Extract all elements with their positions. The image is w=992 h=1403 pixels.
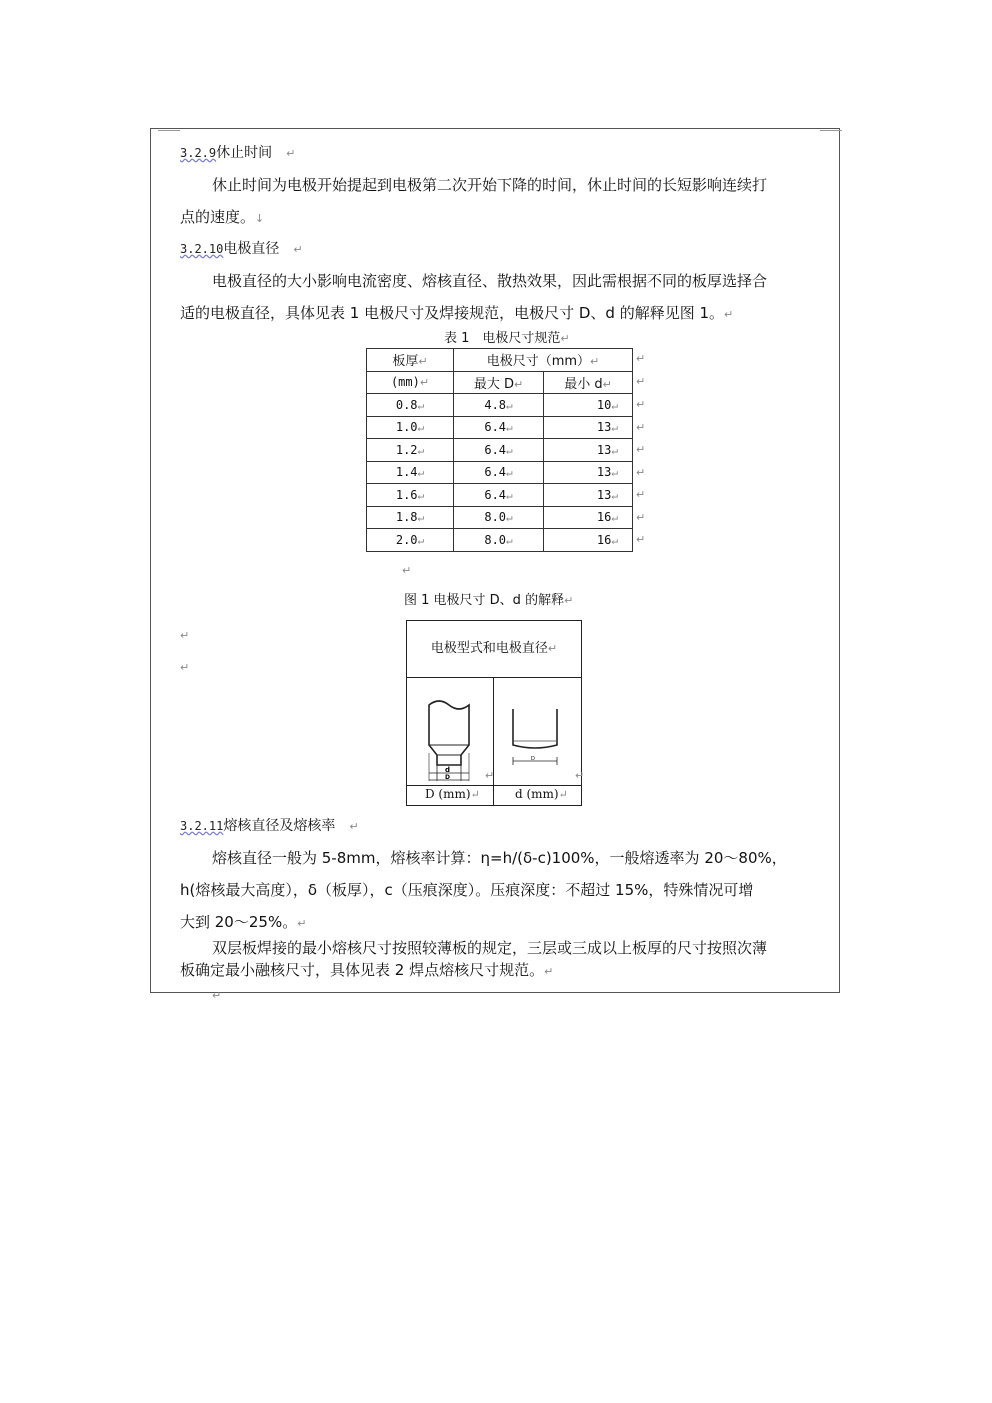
cell-thickness: 1.8↵ (367, 506, 454, 529)
cell-max-d: 4.8↵ (454, 394, 544, 417)
table-row (367, 439, 633, 462)
cell-thickness: 2.0↵ (367, 529, 454, 552)
cell-thickness: 1.2↵ (367, 439, 454, 462)
table-row (367, 461, 633, 484)
label-D-mm: D (mm)↵ (425, 787, 480, 801)
paragraph-electrode-line1: 电极直径的大小影响电流密度、熔核直径、散热效果，因此需根据不同的板厚选择合 (212, 272, 768, 290)
figure-side-mark: ↵ (575, 769, 585, 782)
empty-paragraph-mark: ↵ (402, 564, 412, 577)
cell-min-d: 13↵ (544, 416, 633, 439)
paragraph-multilayer-line1: 双层板焊接的最小熔核尺寸按照较薄板的规定，三层或三成以上板厚的尺寸按照次薄 (212, 939, 768, 957)
header-max-d: 最大 D↵ (454, 371, 544, 394)
cell-max-d: 6.4↵ (454, 484, 544, 507)
electrode-drawing-right (503, 701, 577, 781)
cell-min-d: 10↵ (544, 394, 633, 417)
dim-label-D: D (445, 774, 450, 781)
cell-min-d: 13↵ (544, 439, 633, 462)
header-unit: (mm)↵ (367, 371, 454, 394)
cell-min-d: 16↵ (544, 506, 633, 529)
paragraph-rest-time-line1: 休止时间为电极开始提起到电极第二次开始下降的时间，休止时间的长短影响连续打 (212, 176, 768, 194)
paragraph-rest-time-line2: 点的速度。↓ (180, 208, 265, 226)
cell-thickness: 1.0↵ (367, 416, 454, 439)
cell-max-d: 8.0↵ (454, 506, 544, 529)
cell-max-d: 6.4↵ (454, 461, 544, 484)
section-heading-3-2-10: 3.2.10电极直径 ↵ (180, 241, 303, 257)
cell-min-d: 13↵ (544, 484, 633, 507)
table-row (367, 416, 633, 439)
paragraph-nugget-line2: h(熔核最大高度），δ（板厚），c（压痕深度）。压痕深度：不超过 15%，特殊情况可增 (180, 881, 754, 899)
electrode-spec-table (366, 348, 633, 552)
cell-min-d: 13↵ (544, 461, 633, 484)
cell-thickness: 0.8↵ (367, 394, 454, 417)
paragraph-nugget-line3: 大到 20～25%。↵ (180, 913, 307, 931)
cell-max-d: 8.0↵ (454, 529, 544, 552)
cell-min-d: 16↵ (544, 529, 633, 552)
table-row (367, 506, 633, 529)
electrode-drawing-left (415, 693, 489, 783)
paragraph-multilayer-line2: 板确定最小融核尺寸，具体见表 2 焊点熔核尺寸规范。↵ (180, 961, 554, 979)
label-d-mm: d (mm)↵ (515, 787, 568, 801)
header-min-d: 最小 d↵ (544, 371, 633, 394)
cell-thickness: 1.6↵ (367, 484, 454, 507)
paragraph-nugget-line1: 熔核直径一般为 5-8mm，熔核率计算：η=h/(δ-c)100%，一般熔透率为 20～80%， (212, 849, 787, 867)
empty-paragraph-mark: ↵ (212, 989, 222, 1002)
dim-label-D: D (531, 756, 535, 762)
section-heading-3-2-11: 3.2.11熔核直径及熔核率 ↵ (180, 818, 359, 834)
table-caption: 表 1 电极尺寸规范↵ (444, 331, 570, 346)
dim-label-d: d (445, 766, 451, 774)
table-row (367, 484, 633, 507)
header-thickness: 板厚↵ (367, 349, 454, 372)
table-row (367, 529, 633, 552)
cell-thickness: 1.4↵ (367, 461, 454, 484)
figure-side-mark: ↵ (485, 769, 495, 782)
section-heading-3-2-9: 3.2.9休止时间 ↵ (180, 145, 296, 161)
paragraph-electrode-line2: 适的电极直径，具体见表 1 电极尺寸及焊接规范，电极尺寸 D、d 的解释见图 1。↵ (180, 304, 734, 322)
cell-max-d: 6.4↵ (454, 416, 544, 439)
empty-paragraph-mark: ↵ (180, 629, 190, 642)
figure-caption: 图 1 电极尺寸 D、d 的解释↵ (404, 593, 574, 608)
empty-paragraph-mark: ↵ (180, 661, 190, 674)
corner-mark (820, 124, 842, 131)
cell-max-d: 6.4↵ (454, 439, 544, 462)
table-row (367, 394, 633, 417)
figure-title: 电极型式和电极直径↵ (407, 621, 581, 678)
header-electrode-size: 电极尺寸（mm）↵ (454, 349, 633, 372)
corner-mark (158, 124, 180, 131)
